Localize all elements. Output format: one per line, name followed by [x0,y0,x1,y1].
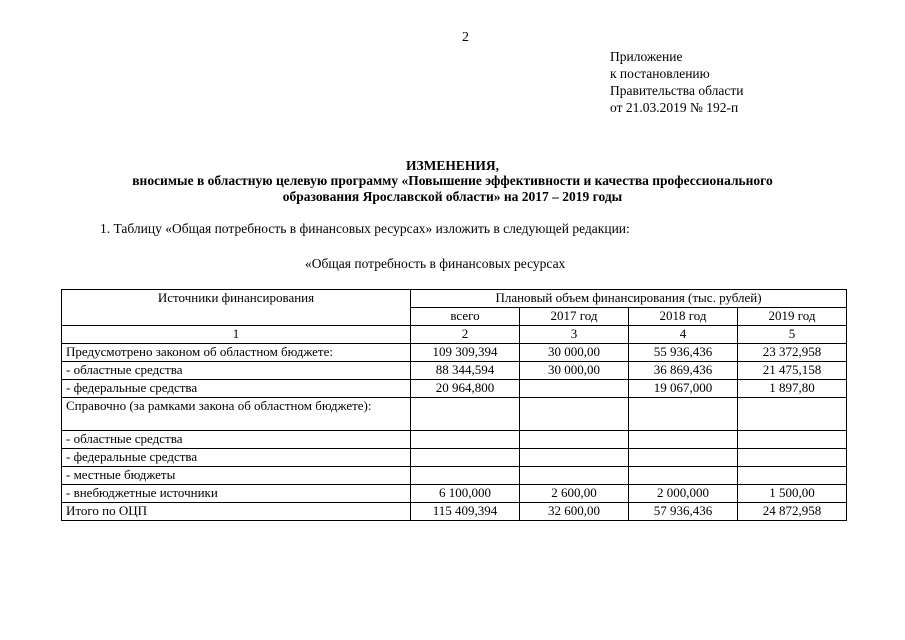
document-subtitle-line: образования Ярославской области» на 2017 – 2019 годы [282,189,623,204]
value-cell: 2 000,000 [629,485,738,503]
value-cell [738,467,847,485]
row-label: Справочно (за рамками закона об областном бюджете): [62,398,411,431]
value-cell [629,467,738,485]
column-number-row [62,326,847,344]
row-label: Предусмотрено законом об областном бюджете: [62,344,411,362]
value-cell [738,398,847,431]
row-label: - внебюджетные источники [62,485,411,503]
value-cell: 30 000,00 [520,362,629,380]
table-row-total [62,503,847,521]
value-cell [629,431,738,449]
row-label: - областные средства [62,431,411,449]
value-cell: 24 872,958 [738,503,847,521]
table-row [62,431,847,449]
header-cell: Плановый объем финансирования (тыс. рублей) [411,290,847,308]
value-cell: 21 475,158 [738,362,847,380]
value-cell: 109 309,394 [411,344,520,362]
value-cell: 88 344,594 [411,362,520,380]
table-header-row [62,290,847,308]
value-cell: 1 500,00 [738,485,847,503]
table-row [62,380,847,398]
document-subtitle-line: вносимые в областную целевую программу «Повышение эффективности и качества профессионального [132,173,773,188]
value-cell [411,449,520,467]
value-cell: 1 897,80 [738,380,847,398]
row-label: - местные бюджеты [62,467,411,485]
column-number: 1 [62,326,411,344]
table-row [62,467,847,485]
value-cell: 30 000,00 [520,344,629,362]
appendix-line: Приложение [610,49,683,64]
value-cell: 32 600,00 [520,503,629,521]
value-cell [411,467,520,485]
row-label: - областные средства [62,362,411,380]
row-label: - федеральные средства [62,449,411,467]
value-cell: 115 409,394 [411,503,520,521]
header-cell: 2017 год [520,308,629,326]
table-caption: «Общая потребность в финансовых ресурсах [305,256,566,271]
document-title: ИЗМЕНЕНИЯ, [405,158,499,173]
table-row [62,449,847,467]
appendix-block [610,48,743,116]
value-cell: 6 100,000 [411,485,520,503]
table-row [62,344,847,362]
value-cell [629,398,738,431]
column-number: 4 [629,326,738,344]
financing-table [61,289,847,521]
value-cell [738,431,847,449]
row-label: - федеральные средства [62,380,411,398]
appendix-line: от 21.03.2019 № 192-п [610,100,739,115]
header-cell: Источники финансирования [62,290,411,326]
value-cell [520,467,629,485]
value-cell [738,449,847,467]
value-cell [520,449,629,467]
table-row [62,398,847,431]
header-cell: всего [411,308,520,326]
value-cell [520,431,629,449]
column-number: 2 [411,326,520,344]
value-cell: 20 964,800 [411,380,520,398]
appendix-line: к постановлению [610,66,710,81]
value-cell: 23 372,958 [738,344,847,362]
value-cell [411,398,520,431]
value-cell: 19 067,000 [629,380,738,398]
value-cell: 2 600,00 [520,485,629,503]
value-cell [520,398,629,431]
value-cell [629,449,738,467]
value-cell: 55 936,436 [629,344,738,362]
column-number: 3 [520,326,629,344]
value-cell [411,431,520,449]
table-row [62,485,847,503]
page-number: 2 [462,30,469,45]
header-cell: 2019 год [738,308,847,326]
value-cell: 57 936,436 [629,503,738,521]
row-label: Итого по ОЦП [62,503,411,521]
value-cell [520,380,629,398]
column-number: 5 [738,326,847,344]
appendix-line: Правительства области [610,83,744,98]
header-cell: 2018 год [629,308,738,326]
value-cell: 36 869,436 [629,362,738,380]
table-row [62,362,847,380]
paragraph-text: 1. Таблицу «Общая потребность в финансовых ресурсах» изложить в следующей редакции: [100,221,630,236]
